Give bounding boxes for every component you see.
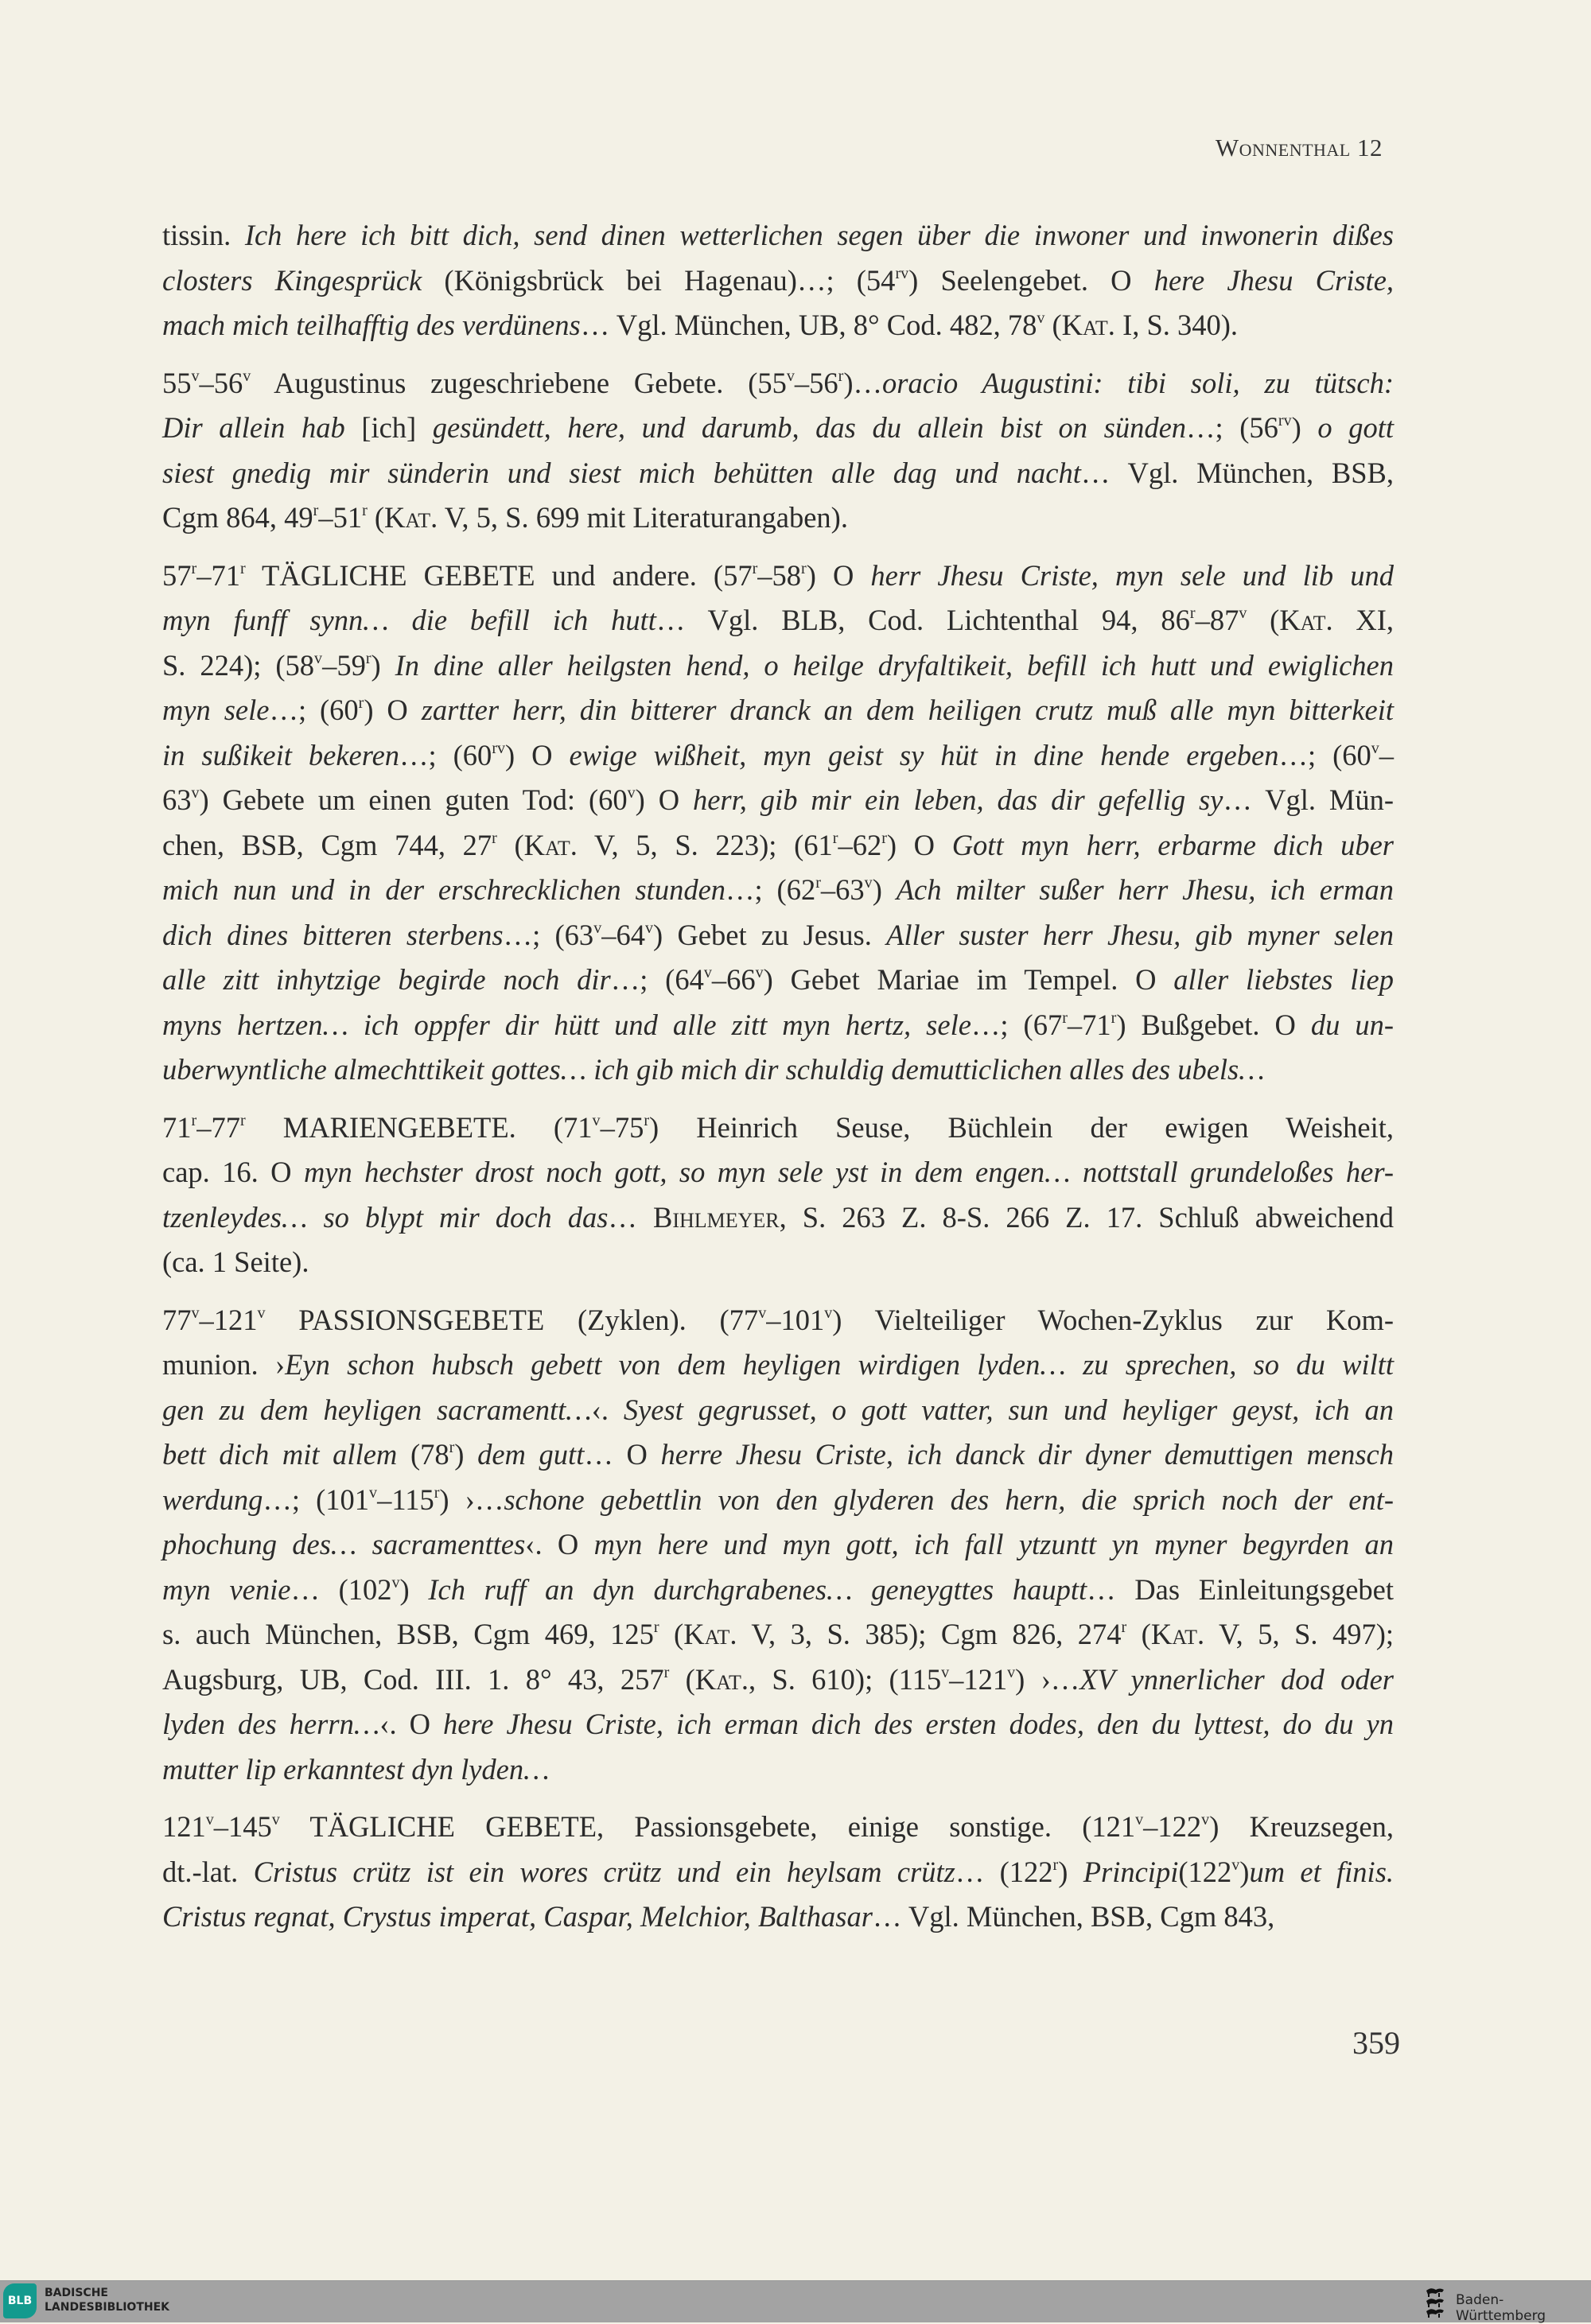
text-run: TÄGLICHE GEBETE und andere. (57 (245, 558, 753, 592)
italic-quote: werdung (162, 1483, 263, 1516)
italic-quote: phochung des… sacramenttes (162, 1528, 526, 1560)
text-run: (Königsbrück bei Hagenau)…; (54 (422, 263, 896, 297)
italic-quote: du un- (1310, 1008, 1395, 1041)
text-line (162, 1522, 1394, 1568)
italic-quote: Cristus crütz ist ein wores crütz und ein heylsam crütz (253, 1855, 955, 1888)
text-line (162, 496, 1394, 541)
italic-quote: schone gebettlin von den glyderen des hern, die sprich noch der ent- (504, 1483, 1394, 1516)
text-line (162, 688, 1394, 733)
text-run: tissin. (162, 219, 245, 251)
text-run: –77 (196, 1110, 240, 1144)
text-line (162, 1432, 1394, 1478)
entry-paragraph (162, 554, 1394, 1093)
italic-quote: myn sele (162, 694, 270, 726)
entry-paragraph (162, 1805, 1394, 1940)
italic-quote: dich dines bitteren sterbens (162, 918, 504, 951)
text-line (162, 1298, 1394, 1343)
text-line (162, 958, 1394, 1003)
folio-side-superscript: v (191, 367, 200, 385)
text-run: –71 (196, 558, 240, 592)
text-run: –145 (213, 1810, 272, 1843)
text-run: cap. 16. O (162, 1156, 304, 1188)
text-run: MARIENGEBETE. (71 (245, 1110, 593, 1144)
folio-side-superscript: r (663, 1663, 670, 1681)
blb-name[interactable] (45, 2286, 169, 2314)
italic-quote: herr Jhesu Criste, myn sele und lib und (870, 558, 1394, 592)
text-run: –121 (199, 1303, 258, 1336)
folio-side-superscript: v (593, 919, 602, 937)
blb-name-line2: LANDESBIBLIOTHEK (45, 2301, 170, 2314)
text-run: 63 (162, 783, 192, 816)
folio-side-superscript: r (644, 1111, 649, 1129)
folio-side-superscript: v (758, 1304, 767, 1322)
text-line (162, 733, 1394, 779)
text-run: –56 (199, 366, 243, 399)
text-run: … Das Einleitungsgebet (1087, 1572, 1395, 1606)
italic-quote: herr, gib mir ein leben, das dir gefellig sy (692, 783, 1223, 816)
text-line (162, 913, 1394, 958)
folio-side-superscript: v (369, 1483, 378, 1502)
text-run: ( (1247, 604, 1280, 636)
folio-side-superscript: rv (1278, 411, 1292, 429)
text-run: ( (496, 828, 524, 861)
italic-quote: herre Jhesu Criste, ich danck dir dyner demuttigen mensch (660, 1438, 1395, 1471)
folio-side-superscript: v (824, 1304, 833, 1322)
folio-side-superscript: v (941, 1663, 950, 1681)
text-line (162, 778, 1394, 823)
text-run: … Vgl. BLB, Cod. Lichtenthal 94, 86 (655, 604, 1190, 636)
text-run: … (608, 1200, 653, 1234)
text-run: –62 (838, 828, 882, 861)
italic-quote: myn venie (162, 1572, 291, 1606)
folio-side-superscript: v (755, 963, 764, 981)
text-run: TÄGLICHE GEBETE, Passionsgebete, einige sonstige. (121 (279, 1810, 1136, 1843)
italic-quote: bett dich mit allem (162, 1438, 410, 1471)
text-run: ) (399, 1572, 429, 1606)
text-line (162, 868, 1394, 913)
folio-side-superscript: v (1135, 1810, 1144, 1828)
text-run: Cgm 864, 49 (162, 501, 313, 534)
footer-bar (0, 2280, 1591, 2322)
italic-quote: dem gutt (477, 1438, 585, 1471)
small-caps-reference: Kat. (1061, 309, 1115, 341)
text-line (162, 1658, 1394, 1703)
folio-side-superscript: v (1201, 1810, 1210, 1828)
text-run: …; (63 (503, 918, 594, 951)
small-caps-reference: Kat. (1150, 1618, 1205, 1650)
text-run: (122 (1178, 1855, 1232, 1888)
folio-side-superscript: v (864, 873, 873, 892)
text-line (162, 1003, 1394, 1048)
running-head-number: 12 (1357, 134, 1383, 161)
text-run: –71 (1067, 1008, 1111, 1041)
text-run: ‹. O (379, 1708, 443, 1740)
text-run: V, 5, S. 497); (1204, 1618, 1395, 1650)
folio-side-superscript: r (365, 649, 371, 667)
text-run: I, S. 340). (1114, 309, 1239, 341)
entry-paragraph (162, 361, 1394, 541)
folio-side-superscript: v (1239, 604, 1247, 622)
italic-quote: aller liebstes liep (1173, 963, 1394, 996)
italic-quote: Ich here ich bitt dich, send dinen wetterlichen segen über die inwoner und inwonerin dißes (244, 219, 1394, 251)
text-run: ) O (505, 738, 570, 771)
text-run: dt.-lat. (162, 1855, 254, 1888)
text-run: … (122 (955, 1855, 1053, 1888)
text-run: V, 3, S. 385); Cgm 826, 274 (737, 1618, 1122, 1650)
text-run: ‹. (591, 1393, 624, 1426)
text-run: Augustinus zugeschriebene Gebete. (55 (251, 366, 787, 399)
text-run: munion. › (162, 1348, 286, 1381)
text-run: –87 (1195, 604, 1239, 636)
italic-quote: alle zitt inhytzige begirde noch dir (162, 963, 611, 996)
italic-quote: here Jhesu Criste, (1153, 263, 1395, 297)
italic-quote: mach mich teilhafftig des verdünens (162, 309, 581, 341)
text-run: , S. 610); (115 (749, 1662, 942, 1696)
text-run: … Vgl. Mün- (1223, 783, 1395, 816)
text-line (162, 823, 1394, 869)
italic-quote: lyden des herrn… (162, 1708, 380, 1740)
italic-quote: myn funff synn… die befill ich hutt (162, 604, 656, 636)
folio-side-superscript: v (592, 1111, 601, 1129)
text-run: (ca. 1 Seite). (162, 1246, 309, 1278)
text-run: ) (872, 873, 897, 906)
italic-quote: Gott myn herr, erbarme dich uber (951, 828, 1395, 861)
folio-side-superscript: v (191, 1304, 200, 1322)
baden-wuerttemberg-label[interactable]: Baden-Württemberg (1456, 2292, 1546, 2324)
text-line (162, 451, 1394, 496)
text-run: –75 (600, 1110, 644, 1144)
text-line (162, 303, 1394, 348)
text-line (162, 1047, 1394, 1093)
text-run: ) ›… (1015, 1662, 1080, 1696)
text-run: ) Vielteiliger Wochen-Zyklus zur Kom- (832, 1303, 1394, 1336)
text-run: ) (1058, 1855, 1083, 1888)
text-line (162, 643, 1394, 689)
text-run: ) Gebet Mariae im Tempel. O (763, 963, 1174, 996)
text-run: ( (1126, 1618, 1151, 1650)
folio-side-superscript: r (1111, 1008, 1117, 1027)
folio-side-superscript: v (1371, 739, 1379, 757)
text-run: ) (1239, 1855, 1250, 1888)
text-run: ( (367, 501, 385, 534)
text-run: (78 (410, 1438, 449, 1471)
italic-quote: Ach milter sußer herr Jhesu, ich erman (896, 873, 1395, 906)
folio-side-superscript: r (239, 559, 246, 577)
folio-side-superscript: r (881, 829, 887, 847)
italic-quote: myn hechster drost noch gott, so myn sele yst in dem engen… nottstall grundeloßes her- (303, 1156, 1394, 1188)
text-line (162, 1895, 1394, 1940)
italic-quote: here Jhesu Criste, ich erman dich des ersten dodes, den du lyttest, do du yn (443, 1708, 1395, 1740)
italic-quote: Eyn schon hubsch gebett von dem heyligen wirdigen lyden… zu sprechen, so du wiltt (285, 1348, 1395, 1381)
folio-side-superscript: r (1189, 604, 1196, 622)
text-run: ( (659, 1618, 684, 1650)
text-run: –66 (711, 963, 756, 996)
folio-side-superscript: r (358, 694, 364, 712)
folio-side-superscript: v (703, 963, 712, 981)
folio-side-superscript: r (838, 367, 844, 385)
entry-paragraph (162, 1298, 1394, 1793)
folio-side-superscript: v (205, 1810, 214, 1828)
text-run: 71 (162, 1110, 192, 1144)
text-run: –59 (322, 648, 366, 682)
text-run: …; (67 (971, 1008, 1063, 1041)
text-run: ( (1044, 309, 1062, 341)
folio-side-superscript: r (362, 501, 368, 519)
text-line (162, 258, 1394, 304)
text-run: V, 5, S. 699 mit Literaturangaben). (438, 501, 848, 534)
blb-logo-mark: BLB (7, 2295, 33, 2307)
text-line (162, 1240, 1394, 1285)
text-run: –101 (766, 1303, 825, 1336)
text-line (162, 1343, 1394, 1388)
folio-side-superscript: r (449, 1438, 455, 1456)
text-run: ) Gebete um einen guten Tod: (60 (199, 783, 628, 816)
text-line (162, 1195, 1394, 1241)
page-number: 359 (1352, 2025, 1400, 2061)
text-run: ) O (635, 783, 693, 816)
text-run: … (102 (290, 1572, 392, 1606)
folio-side-superscript: r (191, 1111, 197, 1129)
text-run: ) O (886, 828, 952, 861)
italic-quote: Cristus regnat, Crystus imperat, Caspar, Melchior, Balthasar (162, 1900, 873, 1933)
folio-side-superscript: r (653, 1618, 659, 1636)
text-line (162, 1805, 1394, 1850)
text-run: ) Heinrich Seuse, Büchlein der ewigen Weisheit, (649, 1110, 1394, 1144)
text-run: –56 (794, 366, 838, 399)
text-run: – (1379, 738, 1395, 771)
text-run: ) Bußgebet. O (1116, 1008, 1311, 1041)
text-line (162, 213, 1394, 258)
text-run: …; (62 (725, 873, 816, 906)
folio-side-superscript: r (1062, 1008, 1068, 1027)
text-run: ‹. O (525, 1528, 594, 1560)
folio-side-superscript: v (1007, 1663, 1016, 1681)
text-line (162, 1568, 1394, 1613)
text-run: –63 (820, 873, 865, 906)
text-run: V, 5, S. 223); (61 (577, 828, 833, 861)
text-run: S. 224); (58 (162, 648, 315, 682)
italic-quote: zartter herr, din bitterer dranck an dem heiligen crutz muß alle myn bitterkeit (421, 694, 1395, 726)
italic-quote: in sußikeit bekeren (162, 738, 400, 771)
folio-side-superscript: v (257, 1304, 266, 1322)
italic-quote: siest gnedig mir sünderin und siest mich behütten alle dag und nacht (162, 456, 1081, 489)
text-run: –58 (757, 558, 802, 592)
italic-quote: Dir allein hab (162, 411, 362, 444)
text-line (162, 1478, 1394, 1523)
entry-paragraph (162, 1106, 1394, 1285)
entry-paragraph (162, 213, 1394, 348)
text-line (162, 406, 1394, 451)
text-line (162, 598, 1394, 643)
text-line (162, 1850, 1394, 1895)
folio-side-superscript: r (1121, 1618, 1127, 1636)
italic-quote: myn here und myn gott, ich fall ytzuntt yn myner begyrden an (593, 1528, 1395, 1560)
text-run: –115 (377, 1483, 434, 1516)
italic-quote: gen zu dem heyligen sacramentt… (162, 1393, 592, 1426)
folio-side-superscript: v (1231, 1856, 1240, 1874)
text-run: ) O (364, 694, 422, 726)
folio-side-superscript: rv (895, 264, 909, 282)
text-run: [ich] (361, 411, 433, 444)
text-run: ) O (806, 558, 871, 592)
text-run: ) (371, 648, 395, 682)
folio-side-superscript: r (815, 873, 821, 892)
catalogue-text (162, 213, 1394, 1953)
text-run: –64 (601, 918, 645, 951)
small-caps-reference: Kat. (694, 1662, 749, 1696)
text-run: …; (101 (263, 1483, 370, 1516)
small-caps-reference: Kat. (384, 501, 438, 534)
folio-side-superscript: r (1052, 1856, 1059, 1874)
text-run: –51 (318, 501, 363, 534)
small-caps-reference: Bihlmeyer (652, 1200, 780, 1234)
small-caps-reference: Kat. (1279, 604, 1333, 636)
folio-side-superscript: v (644, 919, 653, 937)
italic-quote: mich nun und in der erschrecklichen stunden (162, 873, 726, 906)
text-run: …; (60 (1278, 738, 1371, 771)
text-line (162, 554, 1394, 599)
text-run: … Vgl. München, UB, 8° Cod. 482, 78 (580, 309, 1037, 341)
text-run: Augsburg, UB, Cod. III. 1. 8° 43, 257 (162, 1662, 664, 1696)
folio-side-superscript: v (191, 783, 200, 802)
text-run: ) Seelengebet. O (908, 263, 1154, 297)
text-run: …; (56 (1186, 411, 1278, 444)
text-run: ) (454, 1438, 478, 1471)
folio-side-superscript: r (313, 501, 319, 519)
folio-side-superscript: v (271, 1810, 280, 1828)
italic-quote: o gott (1317, 411, 1394, 444)
text-run: …; (64 (610, 963, 704, 996)
folio-side-superscript: rv (492, 739, 506, 757)
text-run: XI, (1332, 604, 1395, 636)
text-run: ) Kreuzsegen, (1209, 1810, 1394, 1843)
italic-quote: um et finis. (1249, 1855, 1395, 1888)
text-run: 55 (162, 366, 192, 399)
text-run: chen, BSB, Cgm 744, 27 (162, 828, 492, 861)
folio-side-superscript: v (786, 367, 795, 385)
text-run: –122 (1143, 1810, 1202, 1843)
italic-quote: myns hertzen… ich oppfer dir hütt und alle zitt myn hertz, sele (162, 1008, 971, 1041)
folio-side-superscript: v (391, 1573, 400, 1591)
text-line (162, 1747, 1394, 1793)
text-run: …; (60 (399, 738, 492, 771)
small-caps-reference: Kat. (683, 1618, 737, 1650)
blb-logo-icon[interactable] (3, 2283, 37, 2318)
folio-side-superscript: r (191, 559, 197, 577)
text-run: –121 (949, 1662, 1008, 1696)
folio-side-superscript: r (434, 1483, 440, 1502)
text-run: ( (669, 1662, 695, 1696)
text-line (162, 1702, 1394, 1747)
italic-quote: XV ynnerlicher dod oder (1079, 1662, 1395, 1696)
italic-quote: mutter lip erkanntest dyn lyden… (162, 1752, 550, 1786)
text-run: PASSIONSGEBETE (Zyklen). (77 (265, 1303, 759, 1336)
italic-quote: Syest gegrusset, o gott vatter, sun und heyliger geyst, ich an (623, 1393, 1395, 1426)
blb-name-line1: BADISCHE (45, 2287, 108, 2299)
folio-side-superscript: r (239, 1111, 246, 1129)
text-run: )… (843, 366, 882, 399)
text-line (162, 1150, 1394, 1195)
text-run: … O (584, 1438, 661, 1471)
three-lions-crest-icon (1424, 2286, 1448, 2319)
folio-side-superscript: r (801, 559, 807, 577)
folio-side-superscript: r (492, 829, 497, 847)
italic-quote: gesündett, here, und darumb, das du allein bist on sünden (432, 411, 1187, 444)
text-line (162, 1106, 1394, 1151)
folio-side-superscript: r (832, 829, 838, 847)
italic-quote: closters Kingesprück (162, 263, 422, 297)
folio-side-superscript: v (627, 783, 636, 802)
small-caps-reference: Kat. (523, 828, 578, 861)
text-run: … Vgl. München, BSB, (1080, 456, 1394, 489)
italic-quote: Principi (1083, 1855, 1179, 1888)
text-run: ) Gebet zu Jesus. (653, 918, 887, 951)
running-title: Wonnenthal (1215, 134, 1351, 161)
italic-quote: Aller suster herr Jhesu, gib myner selen (886, 918, 1394, 951)
folio-side-superscript: r (752, 559, 758, 577)
italic-quote: uberwyntliche almechttikeit gottes… ich gib mich dir schuldig demutticlichen alles des ubels… (162, 1053, 1265, 1086)
italic-quote: In dine aller heilgsten hend, o heilge dryfaltikeit, befill ich hutt und ewiglichen (395, 648, 1394, 682)
text-run: , S. 263 Z. 8-S. 266 Z. 17. Schluß abweichend (779, 1200, 1394, 1234)
text-line (162, 361, 1394, 406)
text-run: 77 (162, 1303, 192, 1336)
italic-quote: tzenleydes… so blypt mir doch das (162, 1200, 609, 1234)
text-run: … Vgl. München, BSB, Cgm 843, (872, 1900, 1275, 1933)
text-run: s. auch München, BSB, Cgm 469, 125 (162, 1618, 654, 1650)
text-run: 57 (162, 558, 192, 592)
text-line (162, 1388, 1394, 1433)
folio-side-superscript: v (1037, 309, 1045, 327)
text-run: ) (1291, 411, 1318, 444)
text-run: …; (60 (269, 694, 359, 726)
folio-side-superscript: v (243, 367, 251, 385)
running-head (1216, 134, 1383, 162)
text-line (162, 1612, 1394, 1658)
folio-side-superscript: v (314, 649, 323, 667)
italic-quote: ewige wißheit, myn geist sy hüt in dine hende ergeben (569, 738, 1279, 771)
text-run: ) ›… (439, 1483, 504, 1516)
italic-quote: oracio Augustini: tibi soli, zu tütsch: (881, 366, 1394, 399)
italic-quote: Ich ruff an dyn durchgrabenes… geneygttes hauptt (428, 1572, 1087, 1606)
text-run: 121 (162, 1810, 206, 1843)
